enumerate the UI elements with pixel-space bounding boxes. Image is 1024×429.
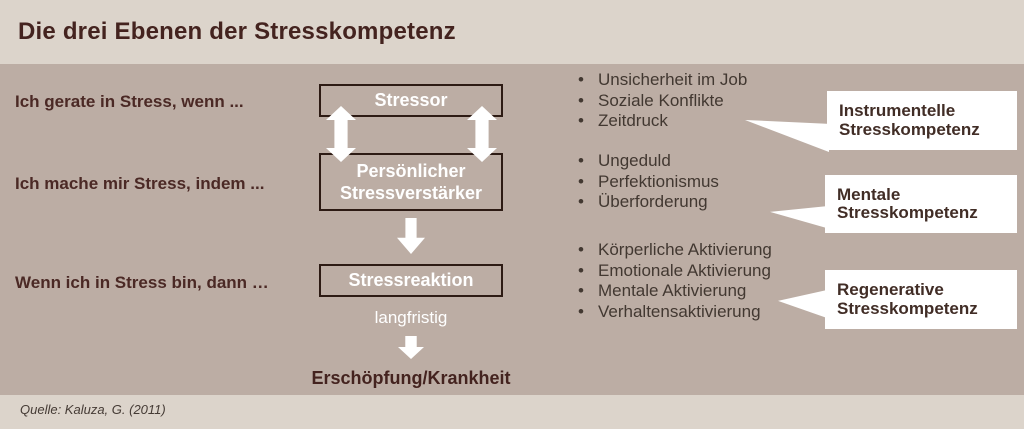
list-item <box>570 302 810 323</box>
down-arrow-icon <box>398 336 424 359</box>
bullet-text: Mentale Aktivierung <box>598 281 747 300</box>
bullet-text: Zeitdruck <box>598 111 668 130</box>
list-item <box>570 281 810 302</box>
callout-line: Mentale <box>837 184 901 204</box>
footer-strip <box>0 395 1024 429</box>
prompt-i-get-stressed: Ich gerate in Stress, wenn ... <box>15 92 244 111</box>
bullet-text: Soziale Konflikte <box>598 90 724 110</box>
list-item <box>570 192 810 213</box>
bullet-text: Unsicherheit im Job <box>598 70 748 89</box>
callout-line: Instrumentelle <box>839 101 956 120</box>
bullet-text: Verhaltensaktivierung <box>598 301 761 321</box>
callout-line: Stresskompetenz <box>839 119 980 139</box>
bullet-text: Perfektionismus <box>598 171 719 191</box>
bullet-text: Emotionale Aktivierung <box>598 260 771 280</box>
list-item <box>570 240 810 261</box>
list-item <box>570 261 810 282</box>
list-item <box>570 70 810 91</box>
prompt-when-stressed: Wenn ich in Stress bin, dann … <box>15 273 269 292</box>
callout-instrumental-competence <box>827 91 1017 150</box>
flow-box-stress-amplifier: Persönlicher Stressverstärker <box>319 153 503 211</box>
list-item <box>570 151 810 172</box>
header-strip <box>0 0 1024 64</box>
callout-mental-competence <box>825 175 1017 233</box>
bullet-text: Überforderung <box>598 192 708 211</box>
page-title: Die drei Ebenen der Stresskompetenz <box>18 18 456 45</box>
source-note: Quelle: Kaluza, G. (2011) <box>20 402 166 417</box>
bullet-text: Ungeduld <box>598 151 671 170</box>
flow-box-stress-reaction: Stressreaktion <box>319 264 503 297</box>
callout-line: Regenerative <box>837 280 944 299</box>
callout-regenerative-competence <box>825 270 1017 329</box>
callout-line: Stresskompetenz <box>837 203 978 222</box>
callout-line: Stresskompetenz <box>837 298 978 318</box>
down-arrow-icon <box>397 218 425 254</box>
bullet-text: Körperliche Aktivierung <box>598 240 772 259</box>
amplifier-examples-list <box>570 151 810 213</box>
flow-box-stressor: Stressor <box>319 84 503 117</box>
list-item <box>570 91 810 112</box>
outcome-label: Erschöpfung/Krankheit <box>311 368 511 388</box>
list-item <box>570 172 810 193</box>
longterm-label: langfristig <box>374 308 448 327</box>
reaction-examples-list <box>570 240 810 322</box>
prompt-i-stress-myself: Ich mache mir Stress, indem ... <box>15 174 265 193</box>
